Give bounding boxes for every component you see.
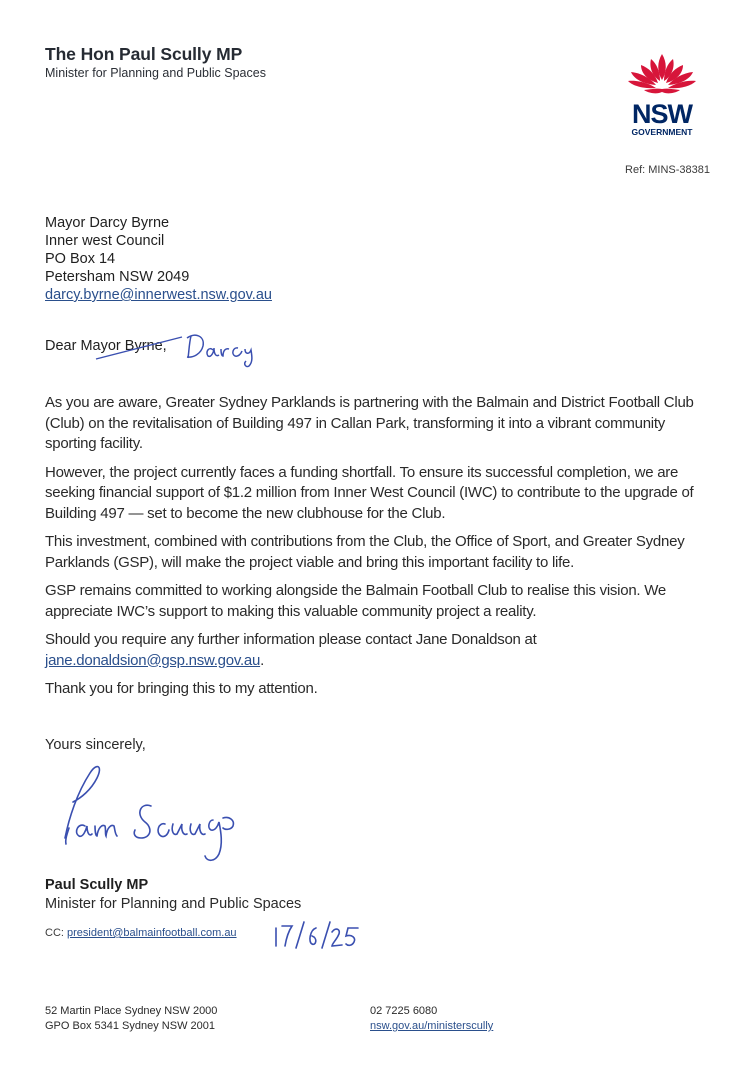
signatory-role: Minister for Planning and Public Spaces	[45, 896, 302, 912]
recipient-suburb: Petersham NSW 2049	[45, 269, 190, 285]
recipient-email-link[interactable]: darcy.byrne@innerwest.nsw.gov.au	[45, 287, 272, 303]
cc-line	[45, 927, 237, 939]
minister-role: Minister for Planning and Public Spaces	[45, 66, 266, 80]
body-paragraph: GSP remains committed to working alongside the Balmain Football Club to realise this vision. We appreciate IWC’s support to making this valuable community project a reality.	[45, 582, 666, 620]
contact-suffix: .	[260, 651, 265, 669]
body-paragraph: However, the project currently faces a funding shortfall. To ensure its successful completion, we are seeking financial support of $1.2 million from Inner West Council (IWC) to contribute to the upgrade of Building 497 — set to become the new clubhouse for the Club.	[45, 463, 694, 522]
footer-street-address: 52 Martin Place Sydney NSW 2000	[45, 1005, 218, 1017]
letter-body	[45, 393, 715, 708]
cc-label: CC:	[45, 927, 64, 939]
footer-phone: 02 7225 6080	[370, 1005, 438, 1017]
contact-paragraph	[45, 630, 715, 671]
salutation-struck-text: r Byrne	[115, 338, 163, 354]
recipient-address	[45, 214, 272, 304]
handwritten-signature-icon	[55, 758, 285, 868]
recipient-organisation: Inner west Council	[45, 233, 165, 249]
handwritten-darcy	[183, 330, 263, 370]
minister-name: The Hon Paul Scully MP	[45, 44, 243, 64]
contact-email-link[interactable]: jane.donaldsion@gsp.nsw.gov.au	[45, 651, 261, 669]
signatory-name: Paul Scully MP	[45, 877, 149, 893]
body-paragraph: This investment, combined with contributions from the Club, the Office of Sport, and Greater Sydney Parklands (GSP), will make the project viable and bring this important facility to life.	[45, 533, 685, 571]
cc-email-link[interactable]: president@balmainfootball.com.au	[67, 927, 237, 939]
strikethrough-stroke	[94, 334, 184, 362]
salutation-prefix: Dear Mayo	[45, 338, 116, 354]
footer-address	[45, 1004, 217, 1034]
closing: Yours sincerely,	[45, 737, 146, 753]
contact-text: Should you require any further information please contact Jane Donaldson at	[45, 631, 537, 648]
reference-number: Ref: MINS-38381	[625, 164, 710, 176]
thanks-paragraph: Thank you for bringing this to my attention.	[45, 680, 318, 697]
nsw-government-logo	[622, 52, 702, 137]
salutation-comma: ,	[162, 338, 167, 354]
recipient-name: Mayor Darcy Byrne	[45, 215, 170, 231]
footer-postal-address: GPO Box 5341 Sydney NSW 2001	[45, 1020, 215, 1032]
logo-nsw-text: NSW	[632, 99, 692, 129]
waratah-flower-icon	[622, 52, 702, 96]
logo-government-text: GOVERNMENT	[631, 127, 693, 137]
footer-website-link[interactable]: nsw.gov.au/ministerscully	[370, 1020, 494, 1032]
recipient-po-box: PO Box 14	[45, 251, 116, 267]
footer-contact	[370, 1004, 493, 1034]
body-paragraph: As you are aware, Greater Sydney Parklands is partnering with the Balmain and District Football Club (Club) on the revitalisation of Building 497 in Callan Park, transforming it into a vibrant community sporting facility.	[45, 394, 694, 452]
handwritten-date	[272, 918, 362, 952]
